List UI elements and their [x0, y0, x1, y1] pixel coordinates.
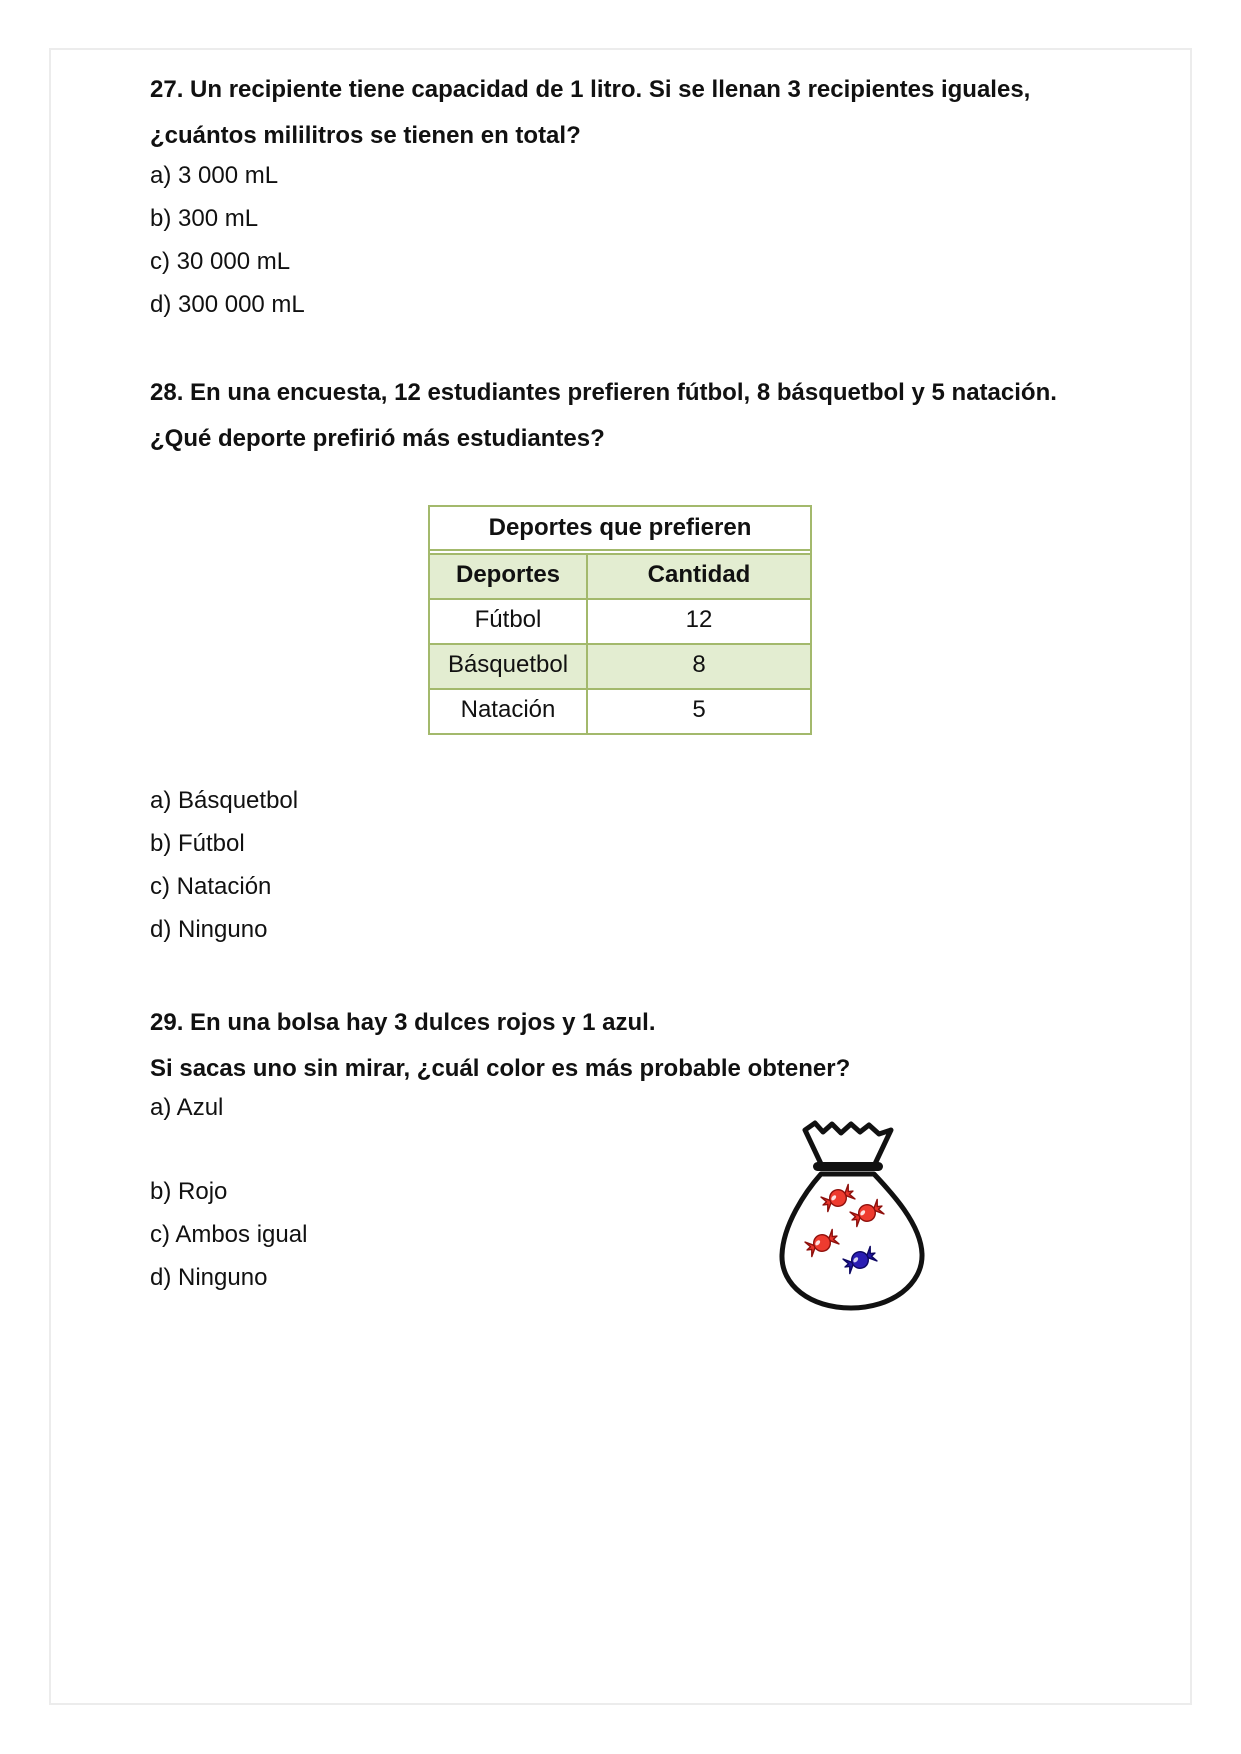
question-29-stem — [150, 1000, 850, 1092]
question-stem-line: 29. En una bolsa hay 3 dulces rojos y 1 azul. — [150, 1009, 656, 1036]
question-stem-line: Si sacas uno sin mirar, ¿cuál color es más probable obtener? — [150, 1055, 851, 1082]
answer-option-28b: b) Fútbol — [150, 830, 245, 857]
question-28-stem — [150, 370, 1057, 462]
bag-top-icon — [805, 1123, 891, 1166]
answer-option-27d: d) 300 000 mL — [150, 291, 305, 318]
table-cell-count: 12 — [685, 605, 713, 633]
question-29-option-a — [150, 1086, 223, 1129]
answer-option-29c: c) Ambos igual — [150, 1221, 308, 1248]
table-row — [430, 643, 810, 688]
sports-table — [428, 505, 812, 735]
bag-body-icon — [782, 1174, 922, 1308]
table-title: Deportes que prefieren — [430, 507, 810, 551]
answer-option-29b: b) Rojo — [150, 1178, 228, 1205]
question-27-options — [150, 154, 305, 326]
table-row — [430, 688, 810, 733]
answer-option-28c: c) Natación — [150, 873, 272, 900]
table-cell-sport: Natación — [430, 690, 588, 733]
column-header-count: Cantidad — [647, 560, 751, 588]
table-cell-sport: Básquetbol — [430, 645, 588, 688]
question-stem-line: 27. Un recipiente tiene capacidad de 1 litro. Si se llenan 3 recipientes iguales, — [150, 76, 1031, 103]
question-29-options-bcd — [150, 1170, 307, 1299]
answer-option-28a: a) Básquetbol — [150, 787, 299, 814]
candy-bag-illustration — [775, 1120, 930, 1315]
column-header-sport: Deportes — [430, 555, 588, 598]
question-27-stem — [150, 67, 1030, 159]
table-row — [430, 598, 810, 643]
table-header-row — [430, 553, 810, 598]
question-stem-line: ¿Qué deporte prefirió más estudiantes? — [150, 425, 605, 452]
table-cell-sport: Fútbol — [430, 600, 588, 643]
table-cell-count: 5 — [692, 695, 706, 723]
question-28-options — [150, 779, 298, 951]
answer-option-29a: a) Azul — [150, 1094, 224, 1121]
answer-option-27a: a) 3 000 mL — [150, 162, 279, 189]
answer-option-27c: c) 30 000 mL — [150, 248, 291, 275]
question-stem-line: 28. En una encuesta, 12 estudiantes prefieren fútbol, 8 básquetbol y 5 natación. — [150, 379, 1057, 406]
question-stem-line: ¿cuántos mililitros se tienen en total? — [150, 122, 581, 149]
table-cell-count: 8 — [692, 650, 706, 678]
bag-tie-icon — [813, 1162, 883, 1171]
candy-bag-icon — [775, 1120, 930, 1315]
answer-option-29d: d) Ninguno — [150, 1264, 268, 1291]
document-page — [49, 48, 1192, 1705]
answer-option-27b: b) 300 mL — [150, 205, 259, 232]
answer-option-28d: d) Ninguno — [150, 916, 268, 943]
